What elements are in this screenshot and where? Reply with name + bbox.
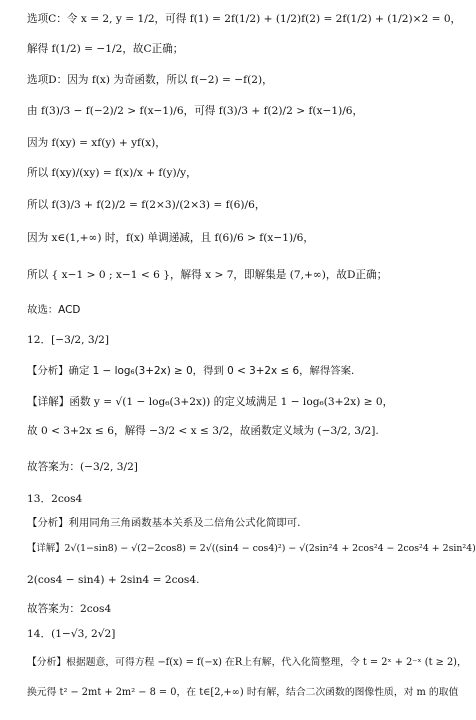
text-line: 故选：ACD [27, 304, 81, 316]
question-number: 12．[−3/2, 3/2] [27, 334, 110, 346]
text-line: 所以 f(3)/3 + f(2)/2 = f(2×3)/(2×3) = f(6)/6， [27, 199, 266, 211]
answer-line: 故答案为：(−3/2, 3/2] [27, 461, 138, 473]
text-line: 所以 { x−1 > 0 ; x−1 < 6 }，解得 x > 7，即解集是 (7,+∞)，故D正确； [27, 269, 388, 281]
text-line: 故 0 < 3+2x ≤ 6，解得 −3/2 < x ≤ 3/2，故函数定义域为 (−3/2, 3/2]. [27, 425, 379, 437]
text-line: 选项D：因为 f(x) 为奇函数，所以 f(−2) = −f(2)， [27, 74, 273, 86]
text-line: 因为 x∈(1,+∞) 时，f(x) 单调递减，且 f(6)/6 > f(x−1)/6， [27, 232, 314, 244]
text-line: 由 f(3)/3 − f(−2)/2 > f(x−1)/6，可得 f(3)/3 + f(2)/2 > f(x−1)/6， [27, 105, 364, 117]
analysis-line: 【分析】根据题意，可得方程 −f(x) = f(−x) 在R上有解，代入化简整理，令 t = 2ˣ + 2⁻ˣ (t ≥ 2)， [27, 657, 467, 668]
answer-line: 故答案为：2cos4 [27, 603, 112, 615]
text-line: 解得 f(1/2) = −1/2，故C正确； [27, 43, 184, 55]
detail-line: 【详解】函数 y = √(1 − log₆(3+2x)) 的定义域满足 1 − log₆(3+2x) ≥ 0， [27, 396, 394, 408]
detail-line: 【详解】2√(1−sin8) − √(2−2cos8) = 2√((sin4 − cos4)²) − √(2sin²4 + 2cos²4 − 2cos²4 + 2sin²4) [27, 543, 476, 554]
analysis-line: 【分析】确定 1 − log₆(3+2x) ≥ 0，得到 0 < 3+2x ≤ 6，解得答案. [27, 365, 355, 377]
question-number: 13．2cos4 [27, 493, 83, 505]
text-line: 因为 f(xy) = xf(y) + yf(x)， [27, 137, 166, 149]
question-number: 14．(1−√3, 2√2] [27, 628, 116, 640]
text-line: 换元得 t² − 2mt + 2m² − 8 = 0，在 t∈[2,+∞) 时有解，结合二次函数的图像性质，对 m 的取值 [27, 687, 459, 698]
text-line: 2(cos4 − sin4) + 2sin4 = 2cos4. [27, 574, 200, 586]
analysis-line: 【分析】利用同角三角函数基本关系及二倍角公式化简即可. [27, 517, 301, 529]
text-line: 选项C：令 x = 2, y = 1/2，可得 f(1) = 2f(1/2) + (1/2)f(2) = 2f(1/2) + (1/2)×2 = 0， [27, 13, 462, 25]
text-line: 所以 f(xy)/(xy) = f(x)/x + f(y)/y， [27, 167, 197, 179]
